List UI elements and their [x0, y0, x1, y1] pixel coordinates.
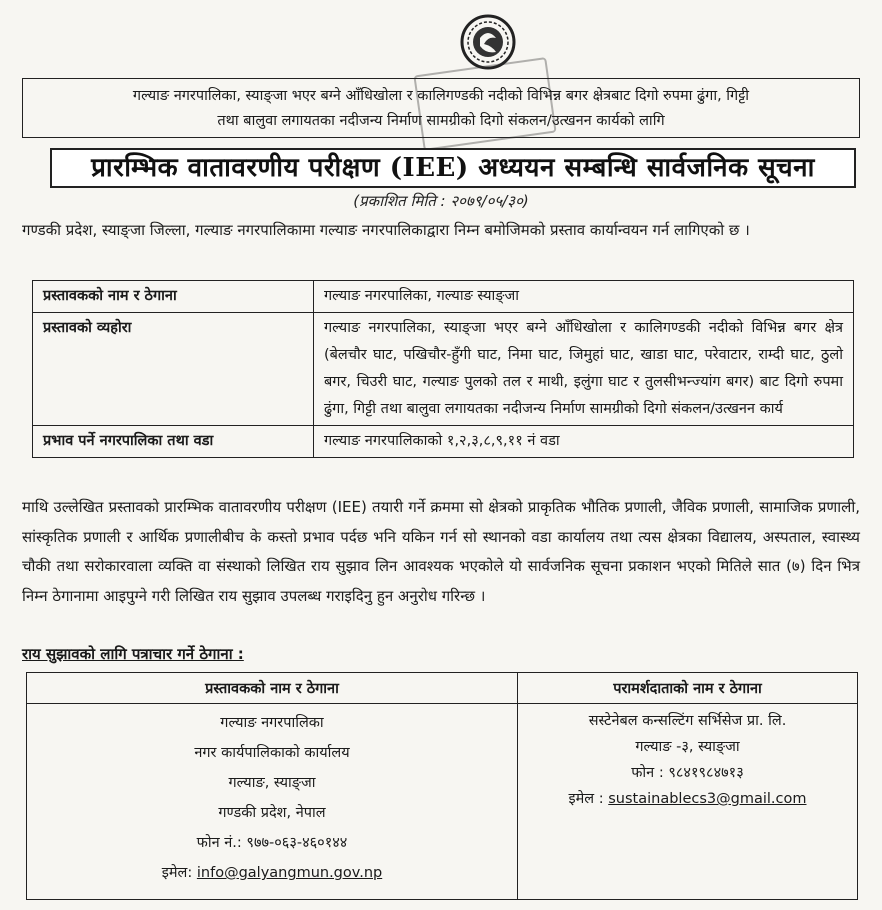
notice-headline: प्रारम्भिक वातावरणीय परीक्षण (IEE) अध्ययन सम्बन्धि सार्वजनिक सूचना — [50, 148, 856, 188]
proponent-value: गल्याङ नगरपालिका, गल्याङ स्याङ्जा — [314, 281, 854, 313]
proposal-detail-label: प्रस्तावको व्यहोरा — [33, 313, 314, 426]
proposal-table — [32, 280, 854, 458]
request-paragraph: माथि उल्लेखित प्रस्तावको प्रारम्भिक वातावरणीय परीक्षण (IEE) तयारी गर्ने क्रममा सो क्षेत्रको प्राकृतिक भौतिक प्रणाली, जैविक प्रणाली, सामाजिक प्रणाली, सांस्कृतिक प्रणाली र आर्थिक प्रणालीबीच के कस्तो प्रभाव पर्दछ भनि यकिन गर्न सो स्थानको वडा कार्यालय तथा त्यस क्षेत्रका विद्यालय, अस्पताल, स्वास्थ्य चौकी तथा सरोकारवाला व्यक्ति वा संस्थाको लिखित राय सुझाव लिन आवश्यक भएकोले यो सार्वजनिक सूचना प्रकाशन भएको मितिले सात (७) दिन भित्र निम्न ठेगानामा आइपुग्ने गरी लिखित राय सुझाव उपलब्ध गराइदिनु हुन अनुरोध गरिन्छ । — [22, 498, 860, 605]
table-row — [33, 313, 854, 426]
consultant-place: गल्याङ -३, स्याङ्जा — [635, 739, 740, 755]
address-heading: राय सुझावको लागि पत्राचार गर्ने ठेगाना : — [22, 645, 244, 663]
affected-area-value: गल्याङ नगरपालिकाको १,२,३,८,९,११ नं वडा — [314, 426, 854, 458]
consultant-name: सस्टेनेबल कन्सल्टिंग सर्भिसेज प्रा. लि. — [588, 713, 787, 729]
table-row — [33, 281, 854, 313]
proponent-province: गण्डकी प्रदेश, नेपाल — [218, 805, 326, 821]
table-row — [33, 426, 854, 458]
proponent-email-label: इमेल: — [161, 865, 193, 881]
proponent-email-link[interactable]: info@galyangmun.gov.np — [196, 865, 383, 881]
table-header-row — [27, 673, 858, 704]
table-row — [27, 704, 858, 900]
consultant-phone: फोन : ९८४१९८४७१३ — [631, 765, 744, 781]
proponent-label: प्रस्तावकको नाम र ठेगाना — [33, 281, 314, 313]
proponent-name: गल्याङ नगरपालिका — [220, 715, 324, 731]
address-table — [26, 672, 858, 900]
intro-paragraph: गण्डकी प्रदेश, स्याङ्जा जिल्ला, गल्याङ नगरपालिकामा गल्याङ नगरपालिकाद्वारा निम्न बमोजिमको प्रस्ताव कार्यान्वयन गर्न लागिएको छ । — [22, 221, 750, 239]
consultant-email-line — [524, 786, 851, 812]
proponent-phone: फोन नं.: ९७७-०६३-४६०१४४ — [196, 835, 348, 851]
consultant-address — [518, 704, 858, 900]
subject-line-1: गल्याङ नगरपालिका, स्याङ्जा भएर बग्ने आँधिखोला र कालिगण्डकी नदीको विभिन्न बगर क्षेत्रबाट दिगो रुपमा ढुंगा, गिट्टी — [132, 88, 750, 104]
consultant-email-label: इमेल : — [568, 791, 604, 807]
proponent-place: गल्याङ, स्याङ्जा — [228, 775, 316, 791]
proposal-detail-value: गल्याङ नगरपालिका, स्याङ्जा भएर बग्ने आँधिखोला र कालिगण्डकी नदीको विभिन्न बगर क्षेत्र (बेलचौर घाट, पखिचौर-हुँगी घाट, निमा घाट, जिमुहां घाट, खाडा घाट, परेवाटार, राम्दी घाट, ठुलो बगर, चिउरी घाट, गल्याङ पुलको तल र माथी, इलुंगा घाट र तुलसीभन्ज्यांग बगर) बाट दिगो रुपमा ढुंगा, गिट्टी तथा बालुवा लगायतका नदीजन्य निर्माण सामग्रीको दिगो संकलन/उत्खनन कार्य — [314, 313, 854, 426]
proponent-email-line — [33, 858, 511, 888]
proponent-header: प्रस्तावकको नाम र ठेगाना — [27, 673, 518, 704]
proponent-address — [27, 704, 518, 900]
subject-line-2: तथा बालुवा लगायतका नदीजन्य निर्माण सामग्रीको दिगो संकलन/उत्खनन कार्यको लागि — [217, 113, 665, 129]
consultant-header: परामर्शदाताको नाम र ठेगाना — [518, 673, 858, 704]
published-date: (प्रकाशित मिति : २०७९/०५/३०) — [353, 192, 529, 210]
notice-subject-box — [22, 78, 860, 138]
proponent-office: नगर कार्यपालिकाको कार्यालय — [194, 745, 350, 761]
consultant-email-link[interactable]: sustainablecs3@gmail.com — [608, 791, 807, 807]
affected-area-label: प्रभाव पर्ने नगरपालिका तथा वडा — [33, 426, 314, 458]
